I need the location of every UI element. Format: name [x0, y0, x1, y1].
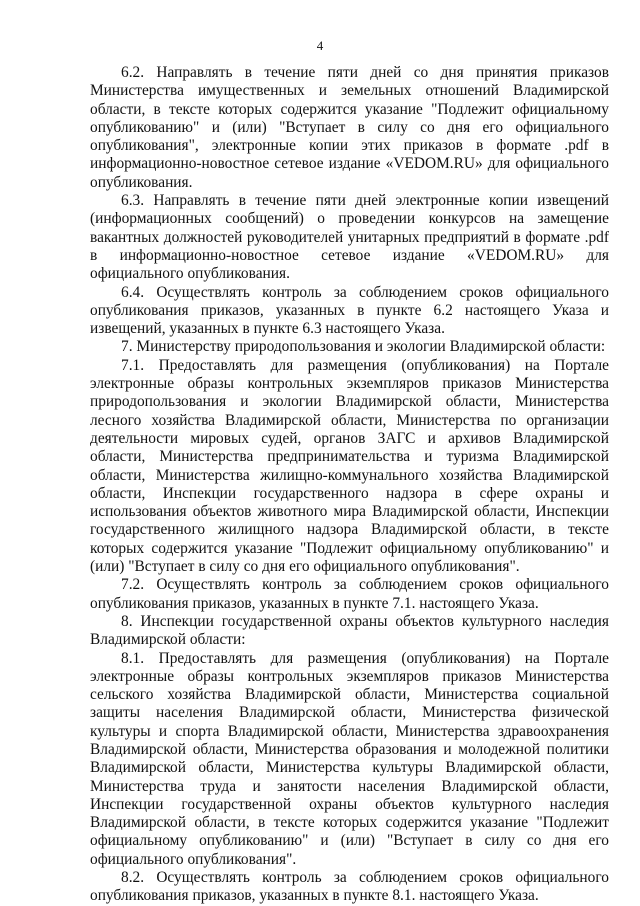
paragraph-8-1: 8.1. Предоставлять для размещения (опубликования) на Портале электронные образы контрольных экземпляров приказов Министерства сельского хозяйства Владимирской области, Министерства социальной защиты населения Владимирской области, Министерства физической культуры и спорта Владимирской области, Министерства здравоохранения Владимирской области, Министерства образования и молодежной политики Владимирской области, Министерства культуры Владимирской области, Министерства труда и занятости населения Владимирской области, Инспекции государственной охраны объектов культурного наследия Владимирской области, в тексте которых содержится указание "Подлежит официальному опубликованию" и (или) "Вступает в силу со дня его официального опубликования".	[90, 649, 609, 868]
paragraph-7-1: 7.1. Предоставлять для размещения (опубликования) на Портале электронные образы контрольных экземпляров приказов Министерства природопользования и экологии Владимирской области, Министерства лесного хозяйства Владимирской области, Министерства по организации деятельности мировых судей, органов ЗАГС и архивов Владимирской области, Министерства предпринимательства и туризма Владимирской области, Министерства жилищно-коммунального хозяйства Владимирской области, Инспекции государственного надзора в сфере охраны и использования объектов животного мира Владимирской области, Инспекции государственного жилищного надзора Владимирской области, в тексте которых содержится указание "Подлежит официальному опубликованию" и (или) "Вступает в силу со дня его официального опубликования".	[90, 356, 609, 576]
page-number: 4	[316, 38, 324, 53]
document-body	[90, 64, 609, 906]
paragraph-7: 7. Министерству природопользования и экологии Владимирской области:	[121, 338, 606, 356]
paragraph-7-2: 7.2. Осуществлять контроль за соблюдением сроков официального опубликования приказов, указанных в пункте 7.1. настоящего Указа.	[90, 576, 609, 612]
paragraph-6-3: 6.3. Направлять в течение пяти дней электронные копии извещений (информационных сообщений) о проведении конкурсов на замещение вакантных должностей руководителей унитарных предприятий в формате .pdf в информационно-новостное сетевое издание «VEDOM.RU» для официального опубликования.	[90, 192, 609, 283]
paragraph-8: 8. Инспекции государственной охраны объектов культурного наследия Владимирской области:	[90, 612, 609, 649]
paragraph-6-2: 6.2. Направлять в течение пяти дней со дня принятия приказов Министерства имущественных и земельных отношений Владимирской области, в тексте которых содержится указание "Подлежит официальному опубликованию" и (или) "Вступает в силу со дня его официального опубликования", электронные копии этих приказов в формате .pdf в информационно-новостное сетевое издание «VEDOM.RU» для официального опубликования.	[90, 64, 609, 191]
paragraph-8-2: 8.2. Осуществлять контроль за соблюдением сроков официального опубликования приказов, указанных в пункте 8.1. настоящего Указа.	[90, 869, 609, 905]
paragraph-6-4: 6.4. Осуществлять контроль за соблюдением сроков официального опубликования приказов, указанных в пункте 6.2 настоящего Указа и извещений, указанных в пункте 6.3 настоящего Указа.	[90, 283, 609, 338]
